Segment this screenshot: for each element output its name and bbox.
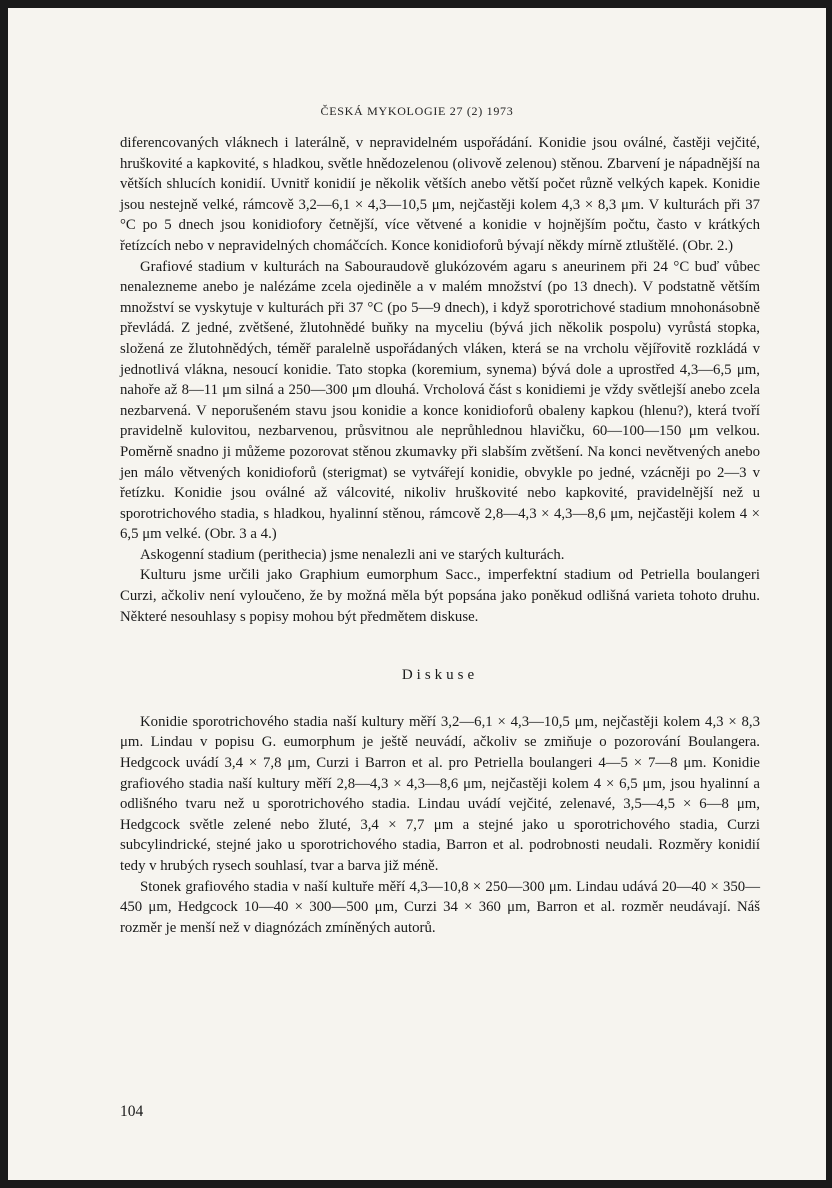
paragraph: Kulturu jsme určili jako Graphium eumorphum Sacc., imperfektní stadium od Petriella boulangeri Curzi, ačkoliv není vyloučeno, že by možná měla být popsána jako poněkud odlišná varieta tohoto druhu. Některé nesouhlasy s popisy mohou být předmětem diskuse. — [120, 567, 760, 625]
paragraph: Konidie sporotrichového stadia naší kultury měří 3,2—6,1 × 4,3—10,5 μm, nejčastěji kolem 4,3 × 8,3 μm. Lindau v popisu G. eumorphum je ještě neuvádí, ačkoliv se zmiňuje o pozorování Boulangera. Hedgcock uvádí 3,4 × 7,8 μm, Curzi i Barron et al. pro Petriella boulangeri 4—5 × 7—8 μm. Konidie grafiového stadia naší kultury měří 2,8—4,3 × 4,3—8,6 μm, nejčastěji kolem 4 × 6,5 μm, jsou hyalinní a odlišného tvaru než u sporotrichového stadia. Lindau uvádí vejčité, zelenavé, 3,5—4,5 × 6—8 μm, Hedgcock světle zelené nebo žluté, 3,4 × 7,7 μm a stejné jako u sporotrichového stadia, Curzi subcylindrické, stejné jako u sporotrichového stadia, Barron et al. podrobnosti neudali. Rozměry konidií tedy v hrubých rysech souhlasí, tvar a barva již méně. — [120, 713, 760, 874]
journal-page — [8, 8, 826, 1180]
article-body — [120, 133, 760, 938]
paragraph: diferencovaných vláknech i laterálně, v nepravidelném uspořádání. Konidie jsou oválné, častěji vejčité, hruškovité a kapkovité, s hladkou, světle hnědozelenou (olivově zelenou) stěnou. Zbarvení je nápadnější na větších shlucích konidií. Uvnitř konidií je několik větších anebo větší počet různě velkých kapek. Konidie jsou nestejně velké, rámcově 3,2—6,1 × 4,3—10,5 μm, nejčastěji kolem 4,3 × 8,3 μm. V kulturách při 37 °C po 5 dnech jsou konidiofory četnější, více větvené a konidie v hojnějším počtu, často v krátkých řetízcích nebo v nepravidelných chomáčcích. Konce konidioforů bývají někdy mírně ztluštělé. (Obr. 2.) — [120, 135, 760, 254]
page-number: 104 — [120, 1103, 144, 1120]
section-heading: Diskuse — [401, 667, 479, 684]
paragraph: Grafiové stadium v kulturách na Sabouraudově glukózovém agaru s aneurinem při 24 °C buď vůbec nenalezneme anebo je nalézáme zcela ojediněle a v malém množství (po 13 dnech). V podstatně větším množství se vyskytuje v kulturách při 37 °C (po 5—9 dnech), i když sporotrichové stadium mnohonásobně převládá. Z jedné, zvětšené, žlutohnědé buňky na myceliu (bývá jich několik pospolu) vyrůstá stopka, složená ze žlutohnědých, téměř paralelně uspořádaných vláken, která se na vrcholu vějířovitě rozkládá v jednotlivá vlákna, nesoucí konidie. Tato stopka (koremium, synema) bývá dole a uprostřed 4,3—6,5 μm, nahoře až 8—11 μm silná a 250—300 μm dlouhá. Vrcholová část s konidiemi je vždy světlejší anebo zcela nezbarvená. V neporušeném stavu jsou konidie a konce konidioforů obaleny kapkou (hlenu?), která tvoří pravidelně kulovitou, nezbarvenou, průsvitnou ale neprůhlednou hlavičku, 60—100—150 μm velkou. Poměrně snadno ji můžeme pozorovat stěnou zkumavky při slabším zvětšení. Na konci nevětvených anebo jen málo větvených konidioforů (sterigmat) se vytvářejí konidie, obvykle po jedné, vzácněji po 2—3 v řetízku. Konidie jsou oválné až válcovité, nikoliv hruškovité nebo kapkovité, pravidelnější než u sporotrichového stadia, s hladkou, hyalinní stěnou, rámcově 2,8—4,3 × 4,3—8,6 μm, nejčastěji kolem 4 × 6,5 μm velké. (Obr. 3 a 4.) — [120, 258, 760, 543]
running-header: ČESKÁ MYKOLOGIE 27 (2) 1973 — [320, 104, 514, 118]
paragraph: Stonek grafiového stadia v naší kultuře měří 4,3—10,8 × 250—300 μm. Lindau udává 20—40 × 350—450 μm, Hedgcock 10—40 × 300—500 μm, Curzi 34 × 360 μm, Barron et al. rozměr neudávají. Náš rozměr je menší než v diagnózách zmíněných autorů. — [120, 878, 760, 936]
paragraph: Askogenní stadium (perithecia) jsme nenalezli ani ve starých kulturách. — [140, 546, 565, 563]
